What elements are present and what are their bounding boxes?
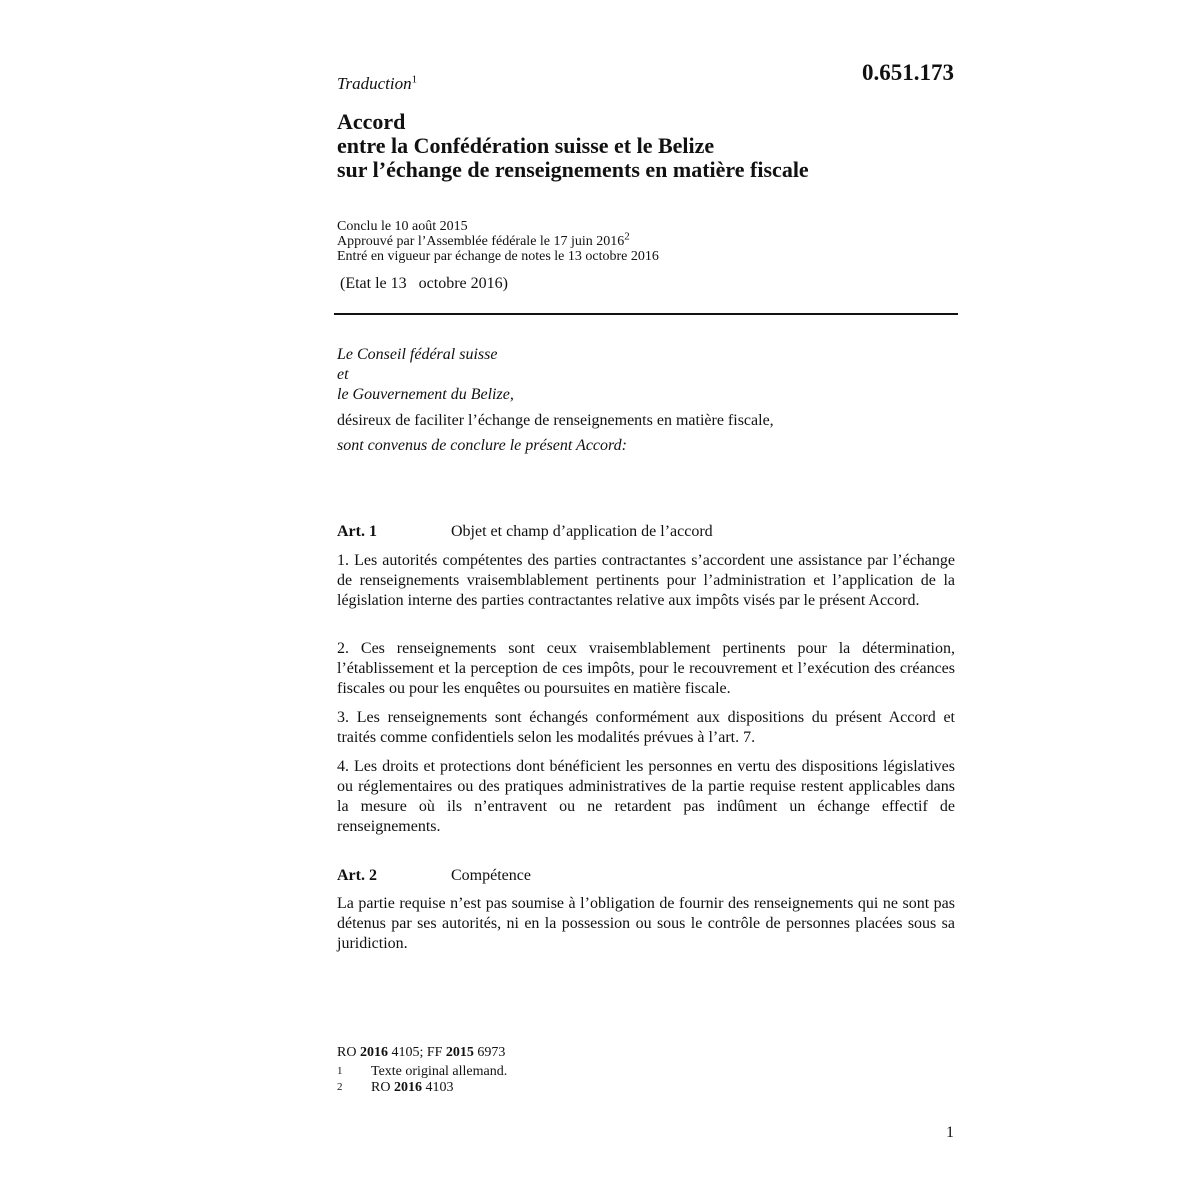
in-force-date: Entré en vigueur par échange de notes le 13 octobre 2016 [337,249,659,264]
footnote-2: 2 RO 2016 4103 [337,1080,454,1095]
footnote-1 [337,1064,507,1079]
footnote-ref-1[interactable]: 1 [411,73,418,86]
article-1-para-4: 4. Les droits et protections dont bénéficient les personnes en vertu des dispositions législatives ou réglementaires ou des pratiques administratives de la partie requise restent applicables dans la mesure où ils n’entravent ou ne retardent pas indûment un échange effectif de renseignements. [337,758,955,835]
title-line-3: sur l’échange de renseignements en matière fiscale [337,157,809,182]
footnote-2-number: 2 [337,1081,343,1093]
title-line-2: entre la Confédération suisse et le Belize [337,133,715,158]
article-1-para-3: 3. Les renseignements sont échangés conformément aux dispositions du présent Accord et traités comme confidentiels selon les modalités prévues à l’art. 7. [337,709,955,746]
document-title [337,110,809,182]
article-1-number: Art. 1 [337,523,377,540]
translation-text: Traduction [337,74,412,93]
footnote-ref-2[interactable]: 2 [624,230,630,243]
translation-label [337,74,417,94]
approved-text: Approuvé par l’Assemblée fédérale le 17 juin 2016 [337,234,625,249]
adoption-info [337,219,659,264]
title-line-1: Accord [337,109,406,134]
page-number: 1 [946,1124,954,1141]
preamble-agreed: sont convenus de conclure le présent Accord: [337,437,627,454]
sr-number: 0.651.173 [862,60,954,85]
header-divider [334,313,958,315]
preamble-parties [337,345,514,405]
conjunction: et [337,366,349,383]
party-1: Le Conseil fédéral suisse [337,346,498,363]
ro-ff-reference: RO 2016 4105; FF 2015 6973 [337,1045,506,1060]
article-1-para-2: 2. Ces renseignements sont ceux vraisemblablement pertinents pour la détermination, l’établissement et la perception de ces impôts, pour le recouvrement et l’exécution des créances fiscales ou pour les enquêtes ou poursuites en matière fiscale. [337,640,955,697]
preamble-desire: désireux de faciliter l’échange de renseignements en matière fiscale, [337,412,774,429]
article-2-number: Art. 2 [337,867,377,884]
article-1-title: Objet et champ d’application de l’accord [451,523,713,540]
article-1-heading [337,522,955,542]
status-date: (Etat le 13 octobre 2016) [340,275,508,292]
article-2-para-1: La partie requise n’est pas soumise à l’obligation de fournir des renseignements qui ne sont pas détenus par ses autorités, ni en la possession ou sous le contrôle de personnes placées sous sa juridiction. [337,895,955,952]
approved-date [337,230,659,249]
article-2-heading [337,866,955,886]
article-2-title: Compétence [451,867,531,884]
concluded-date: Conclu le 10 août 2015 [337,219,468,234]
party-2: le Gouvernement du Belize, [337,386,514,403]
footnote-1-text: Texte original allemand. [371,1064,508,1079]
footnote-1-number: 1 [337,1065,343,1077]
article-1-para-1: 1. Les autorités compétentes des parties contractantes s’accordent une assistance par l’échange de renseignements vraisemblablement pertinents pour l’administration et l’application de la législation interne des parties contractantes relative aux impôts visés par le présent Accord. [337,552,955,609]
